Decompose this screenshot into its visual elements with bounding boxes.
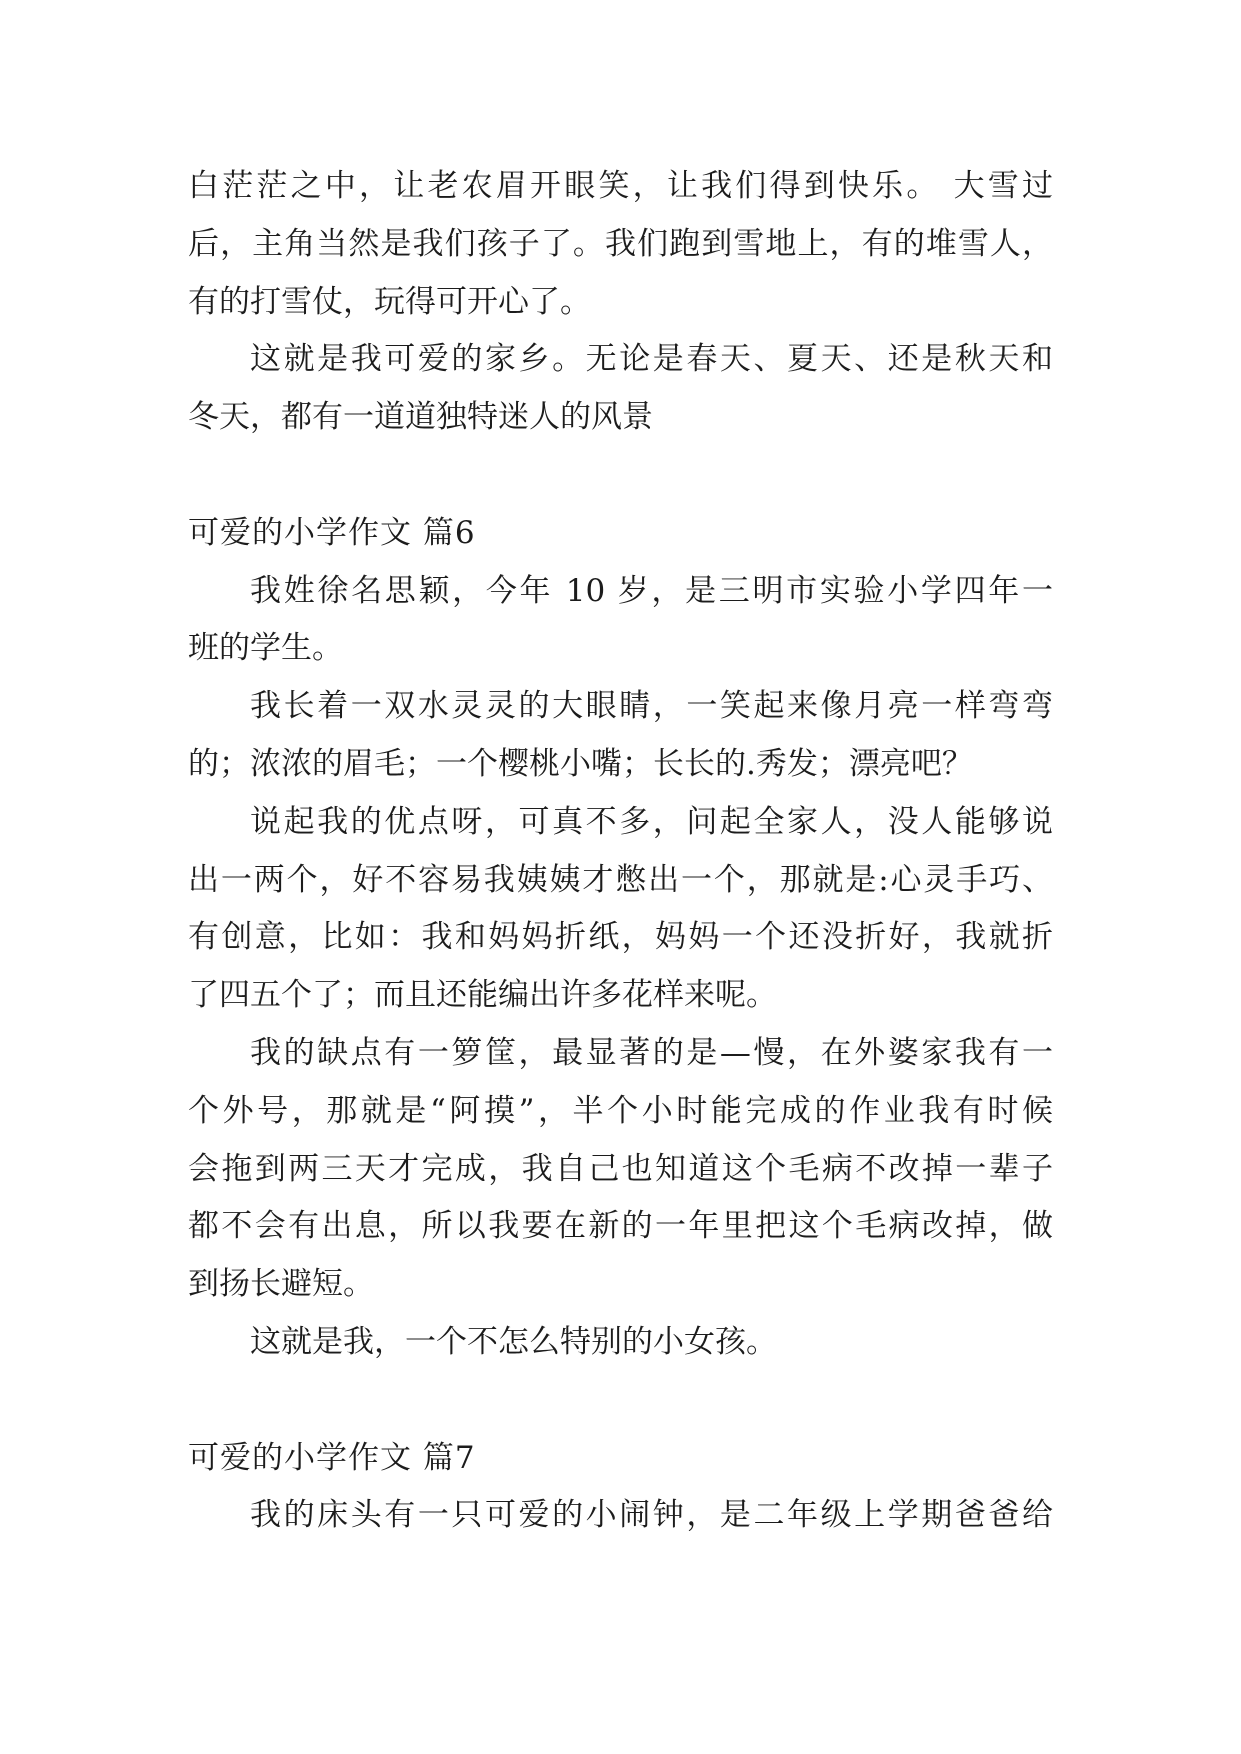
text-line: 班的学生。 (188, 630, 343, 667)
text-line: 都不会有出息，所以我要在新的一年里把这个毛病改掉，做 (188, 1208, 1053, 1245)
document-body (188, 158, 1053, 1545)
text-line: 说起我的优点呀，可真不多，问起全家人，没人能够说 (250, 803, 1053, 840)
text-line: 我的床头有一只可爱的小闹钟，是二年级上学期爸爸给 (250, 1497, 1053, 1534)
text-line: 有的打雪仗，玩得可开心了。 (188, 283, 591, 320)
text-line: 我姓徐名思颖，今年 10 岁，是三明市实验小学四年一 (250, 572, 1053, 609)
blank-line (188, 447, 1053, 505)
essay-heading: 可爱的小学作文 篇6 (188, 514, 476, 551)
text-line: 个外号，那就是“阿摸”，半个小时能完成的作业我有时候 (188, 1092, 1053, 1129)
blank-line (188, 1372, 1053, 1430)
text-line: 我的缺点有一箩筐，最显著的是—慢，在外婆家我有一 (250, 1034, 1053, 1071)
text-line: 后，主角当然是我们孩子了。我们跑到雪地上，有的堆雪人， (188, 225, 1053, 262)
text-line: 了四五个了；而且还能编出许多花样来呢。 (188, 977, 777, 1014)
text-line: 会拖到两三天才完成，我自己也知道这个毛病不改掉一辈子 (188, 1150, 1053, 1187)
text-line: 我长着一双水灵灵的大眼睛，一笑起来像月亮一样弯弯 (250, 688, 1053, 725)
text-line: 的；浓浓的眉毛；一个樱桃小嘴；长长的.秀发；漂亮吧？ (188, 745, 973, 782)
text-line: 有创意，比如：我和妈妈折纸，妈妈一个还没折好，我就折 (188, 919, 1053, 956)
text-line: 冬天，都有一道道独特迷人的风景 (188, 399, 653, 436)
text-line: 这就是我可爱的家乡。无论是春天、夏天、还是秋天和 (250, 341, 1053, 378)
text-line: 到扬长避短。 (188, 1266, 374, 1303)
essay-heading: 可爱的小学作文 篇7 (188, 1439, 476, 1476)
text-line: 这就是我，一个不怎么特别的小女孩。 (250, 1323, 777, 1360)
text-line: 白茫茫之中，让老农眉开眼笑，让我们得到快乐。 大雪过 (188, 168, 1053, 204)
text-line: 出一两个，好不容易我姨姨才憋出一个，那就是:心灵手巧、 (188, 861, 1053, 898)
